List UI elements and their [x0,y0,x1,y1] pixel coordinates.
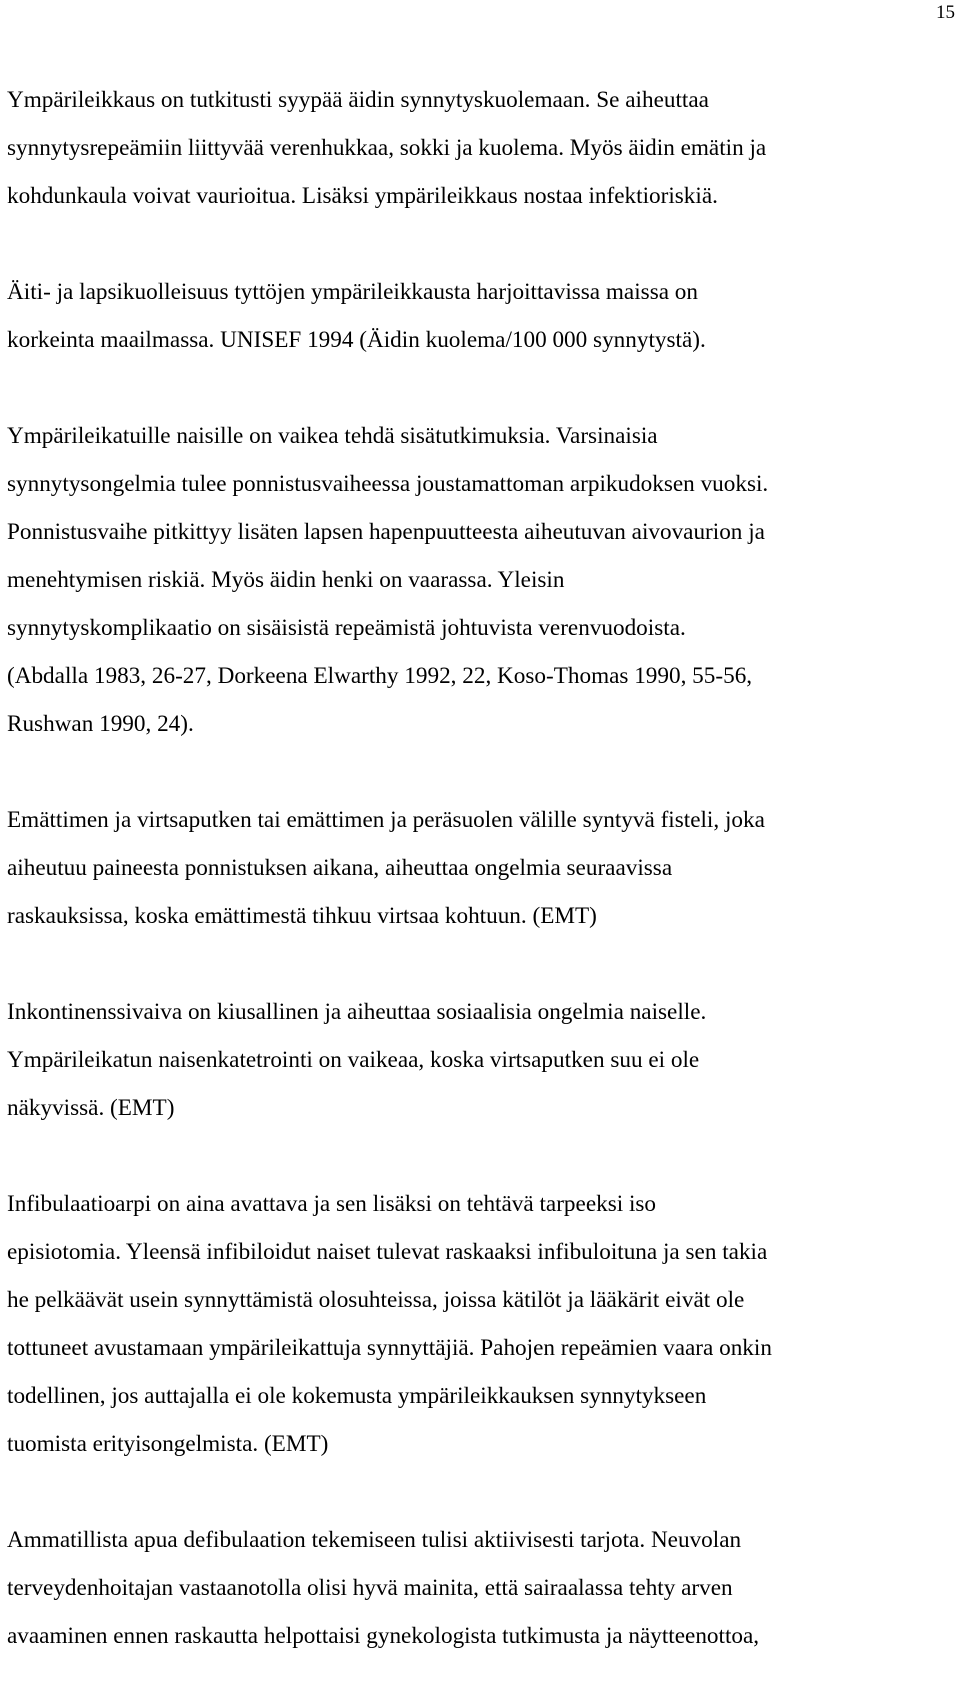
text-line: Ympärileikatuille naisille on vaikea tehdä sisätutkimuksia. Varsinaisia [7,423,658,449]
text-line: terveydenhoitajan vastaanotolla olisi hyvä mainita, että sairaalassa tehty arven [7,1575,733,1601]
paragraph-mortality-statistics [7,268,952,364]
text-line: episiotomia. Yleensä infibiloidut naiset tulevat raskaaksi infibuloituna ja sen takia [7,1239,768,1265]
text-line: aiheutuu paineesta ponnistuksen aikana, aiheuttaa ongelmia seuraavissa [7,855,673,881]
text-line: kohdunkaula voivat vaurioitua. Lisäksi ympärileikkaus nostaa infektioriskiä. [7,183,718,209]
text-line: Ammatillista apua defibulaation tekemiseen tulisi aktiivisesti tarjota. Neuvolan [7,1527,742,1553]
document-body [7,76,952,1708]
text-line: menehtymisen riskiä. Myös äidin henki on vaarassa. Yleisin [7,567,565,593]
text-line: tottuneet avustamaan ympärileikattuja synnyttäjiä. Pahojen repeämien vaara onkin [7,1335,772,1361]
text-line: Ympärileikkaus on tutkitusti syypää äidin synnytyskuolemaan. Se aiheuttaa [7,87,709,113]
text-line: raskauksissa, koska emättimestä tihkuu virtsaa kohtuun. (EMT) [7,903,597,929]
text-line: (Abdalla 1983, 26-27, Dorkeena Elwarthy 1992, 22, Koso-Thomas 1990, 55-56, [7,663,753,689]
text-line: Inkontinenssivaiva on kiusallinen ja aiheuttaa sosiaalisia ongelmia naiselle. [7,999,707,1025]
paragraph-fistula [7,796,952,940]
paragraph-incontinence [7,988,952,1132]
text-line: he pelkäävät usein synnyttämistä olosuhteissa, joissa kätilöt ja lääkärit eivät ole [7,1287,745,1313]
text-line: Emättimen ja virtsaputken tai emättimen ja peräsuolen välille syntyvä fisteli, joka [7,807,765,833]
paragraph-birth-complications [7,412,952,748]
text-line: Ponnistusvaihe pitkittyy lisäten lapsen hapenpuutteesta aiheutuvan aivovaurion ja [7,519,765,545]
text-line: synnytysongelmia tulee ponnistusvaiheessa joustamattoman arpikudoksen vuoksi. [7,471,769,497]
text-line: näkyvissä. (EMT) [7,1095,175,1121]
paragraph-infibulation-scar [7,1180,952,1468]
text-line: korkeinta maailmassa. UNISEF 1994 (Äidin kuolema/100 000 synnytystä). [7,327,706,353]
paragraph-defibulation [7,1516,952,1660]
text-line: tuomista erityisongelmista. (EMT) [7,1431,329,1457]
text-line: avaaminen ennen raskautta helpottaisi gynekologista tutkimusta ja näytteenottoa, [7,1623,760,1649]
text-line: synnytysrepeämiin liittyvää verenhukkaa, sokki ja kuolema. Myös äidin emätin ja [7,135,767,161]
text-line: Rushwan 1990, 24). [7,711,194,737]
text-line: Äiti- ja lapsikuolleisuus tyttöjen ympärileikkausta harjoittavissa maissa on [7,279,698,305]
text-line: Ympärileikatun naisenkatetrointi on vaikeaa, koska virtsaputken suu ei ole [7,1047,700,1073]
page-number: 15 [936,2,955,23]
text-line: synnytyskomplikaatio on sisäisistä repeämistä johtuvista verenvuodoista. [7,615,686,641]
text-line: Infibulaatioarpi on aina avattava ja sen lisäksi on tehtävä tarpeeksi iso [7,1191,657,1217]
text-line: todellinen, jos auttajalla ei ole kokemusta ympärileikkauksen synnytykseen [7,1383,707,1409]
paragraph-maternal-mortality-cause [7,76,952,220]
